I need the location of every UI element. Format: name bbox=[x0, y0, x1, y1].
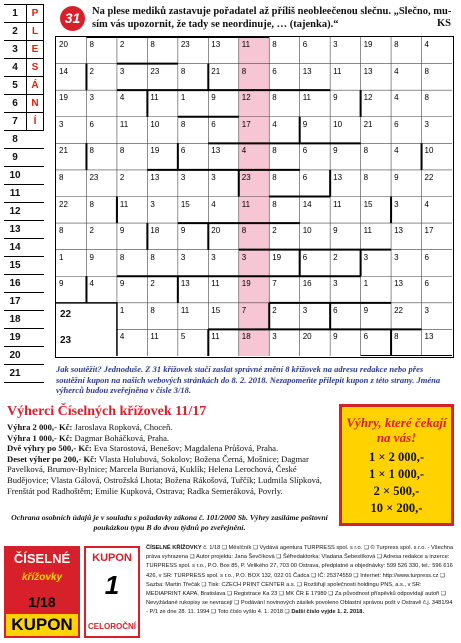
grid-cell-number[interactable]: 9 bbox=[119, 226, 125, 236]
imprint-title: ČÍSELNÉ KŘÍŽOVKY bbox=[146, 545, 202, 551]
grid-cell-number[interactable]: 20 bbox=[59, 40, 68, 49]
grid-cell-number[interactable]: 10 bbox=[302, 226, 312, 236]
grid-cell-number[interactable]: 8 bbox=[272, 146, 277, 156]
grid-cell-number[interactable]: 6 bbox=[333, 305, 338, 315]
row-number-label: 2 bbox=[12, 26, 18, 37]
grid-cell-number[interactable]: 21 bbox=[211, 66, 221, 76]
prize-label: Dvě výhry po 500,- Kč: bbox=[7, 443, 92, 454]
solution-letter[interactable] bbox=[26, 347, 44, 364]
grid-cell-number[interactable]: 23 bbox=[180, 40, 190, 49]
grid-cell-number[interactable]: 9 bbox=[302, 119, 308, 129]
row-number bbox=[4, 257, 44, 275]
prize-label: Výhra 1 000,- Kč: bbox=[7, 432, 73, 443]
row-number-label: 21 bbox=[9, 368, 21, 379]
grid-cell-number[interactable]: 11 bbox=[119, 119, 129, 129]
row-number-column bbox=[4, 4, 44, 383]
grid-cell-number[interactable]: 8 bbox=[241, 226, 247, 236]
grid-cell-number[interactable]: 2 bbox=[119, 40, 125, 49]
grid-cell-number[interactable]: 7 bbox=[241, 305, 247, 315]
grid-cell-number[interactable]: 3 bbox=[333, 279, 338, 289]
grid-cell-number[interactable]: 11 bbox=[180, 305, 190, 315]
grid-cell-number[interactable]: 14 bbox=[302, 199, 312, 209]
contest-rules: Jak soutěžit? Jednoduše. Z 31 křížovek stačí zaslat správné znění 8 křížovek na adresu redakce nebo přes soutěžní kupon na našich webových stránkách do 8. 2. 2018. Nezapomeňte přilepit kupon z této strany. Jména výherců budou zveřejněna v čísle 3/18. bbox=[56, 364, 441, 395]
row-number bbox=[4, 23, 44, 41]
row-number bbox=[4, 239, 44, 257]
solution-letter[interactable] bbox=[26, 311, 44, 328]
prize-line: 1 × 1 000,- bbox=[368, 467, 425, 481]
prize-label: Výhra 2 000,- Kč: bbox=[7, 422, 73, 432]
grid-cell-number[interactable]: 19 bbox=[272, 252, 282, 262]
solution-letter[interactable] bbox=[26, 275, 44, 292]
grid-cell-number[interactable]: 13 bbox=[180, 279, 190, 289]
grid-cell-number[interactable]: 4 bbox=[211, 199, 216, 209]
prize-heading: Výhry, které čekají na vás! bbox=[346, 415, 447, 445]
grid-cell-number[interactable]: 11 bbox=[302, 93, 311, 103]
row-number-label: 17 bbox=[9, 296, 21, 307]
grid-cell-number[interactable]: 8 bbox=[59, 172, 64, 182]
solution-letter[interactable] bbox=[26, 293, 44, 310]
row-number-label: 16 bbox=[9, 278, 21, 289]
grid-cell-number[interactable]: 11 bbox=[241, 199, 251, 209]
grid-cell-number[interactable]: 9 bbox=[394, 172, 399, 182]
imprint-text bbox=[146, 544, 454, 618]
grid-cell-number[interactable]: 8 bbox=[394, 332, 399, 342]
grid-cell-number[interactable]: 19 bbox=[363, 40, 373, 49]
grid-cell-number[interactable]: 13 bbox=[302, 66, 312, 76]
grid-cell-number[interactable]: 3 bbox=[272, 332, 277, 342]
grid-cell-number[interactable]: 4 bbox=[394, 146, 399, 156]
row-number bbox=[4, 95, 44, 113]
grid-cell-number[interactable]: 6 bbox=[302, 252, 308, 262]
prize-line: 1 × 2 000,- bbox=[368, 450, 425, 464]
grid-cell-number[interactable]: 21 bbox=[363, 119, 373, 129]
grid-cell-number[interactable]: 13 bbox=[333, 172, 343, 182]
row-number-label: 1 bbox=[12, 8, 18, 19]
row-number-label: 9 bbox=[12, 152, 18, 163]
grid-cell-number[interactable]: 22 bbox=[424, 172, 434, 182]
author-initials: KS bbox=[436, 18, 451, 29]
row-number-label: 20 bbox=[9, 350, 21, 361]
solution-letter[interactable] bbox=[26, 365, 44, 382]
grid-cell-number[interactable]: 8 bbox=[272, 93, 277, 103]
grid-cell-number[interactable]: 8 bbox=[424, 66, 429, 76]
grid-cell-number[interactable]: 13 bbox=[211, 40, 221, 49]
grid-cell-number[interactable]: 12 bbox=[363, 93, 373, 103]
solution-letter: Í bbox=[26, 113, 44, 130]
grid-cell-number[interactable]: 3 bbox=[211, 252, 216, 262]
grid-cell-number[interactable]: 4 bbox=[394, 93, 399, 103]
grid-lines bbox=[56, 37, 452, 356]
grid-cell-number[interactable]: 11 bbox=[241, 40, 251, 49]
logo-coupon-label: KUPON bbox=[6, 614, 78, 636]
winner-entry bbox=[7, 433, 332, 444]
grid-cell-number[interactable]: 4 bbox=[424, 40, 429, 49]
grid-cell-number[interactable]: 13 bbox=[394, 226, 403, 236]
row-number bbox=[4, 185, 44, 203]
grid-cell-number[interactable]: 4 bbox=[424, 199, 429, 209]
grid-cell-number[interactable]: 19 bbox=[150, 146, 160, 156]
row-number bbox=[4, 221, 44, 239]
solution-letter[interactable] bbox=[26, 257, 44, 274]
next-issue: Další číslo vyjde 1. 2. 2018. bbox=[291, 609, 365, 616]
row-number-label: 18 bbox=[9, 314, 21, 325]
grid-cell-number[interactable]: 2 bbox=[272, 226, 277, 236]
logo-title: ČÍSELNÉ bbox=[13, 551, 71, 566]
grid-cell-number[interactable]: 10 bbox=[333, 119, 343, 129]
logo-issue: 1/18 bbox=[28, 594, 56, 610]
grid-cell-number[interactable]: 6 bbox=[424, 279, 429, 289]
grid-cell-number[interactable]: 8 bbox=[363, 146, 369, 156]
solution-letter: Á bbox=[26, 77, 44, 94]
winner-entry bbox=[7, 454, 332, 496]
row-number bbox=[4, 293, 44, 311]
row-number bbox=[4, 59, 44, 77]
grid-cell-number[interactable]: 3 bbox=[119, 66, 125, 76]
puzzle-number-badge: 31 bbox=[60, 6, 85, 31]
grid-cell-number[interactable]: 15 bbox=[211, 305, 221, 315]
grid-cell-number[interactable]: 6 bbox=[394, 119, 399, 129]
grid-cell-number[interactable]: 2 bbox=[89, 226, 94, 236]
grid-cell-number[interactable]: 17 bbox=[424, 226, 434, 236]
solution-letter: S bbox=[26, 59, 44, 76]
grid-cell-number[interactable]: 8 bbox=[119, 146, 125, 156]
solution-letter[interactable] bbox=[26, 221, 44, 238]
solution-letter: P bbox=[26, 5, 44, 22]
grid-cell-number[interactable]: 6 bbox=[89, 119, 94, 129]
grid-cell-number[interactable]: 8 bbox=[150, 305, 155, 315]
winner-entry bbox=[7, 443, 332, 454]
row-number-label: 19 bbox=[9, 332, 21, 343]
grid-cell-number[interactable]: 3 bbox=[211, 172, 216, 182]
grid-cell-number[interactable]: 2 bbox=[150, 279, 155, 289]
row-number-label: 12 bbox=[9, 206, 21, 217]
grid-cell-number[interactable]: 8 bbox=[180, 66, 186, 76]
grid-cell-number[interactable]: 8 bbox=[272, 172, 277, 182]
grid-cell-number[interactable]: 6 bbox=[211, 119, 216, 129]
row-number-label: 8 bbox=[12, 134, 18, 145]
grid-cell-number[interactable]: 18 bbox=[150, 226, 160, 236]
logo-subtitle: křížovky bbox=[21, 572, 63, 583]
row-number-label: 5 bbox=[12, 80, 18, 91]
row-number bbox=[4, 203, 44, 221]
winners-list bbox=[7, 422, 332, 496]
grid-cell-number[interactable]: 12 bbox=[241, 93, 251, 103]
solution-letter[interactable] bbox=[26, 149, 44, 166]
row-number bbox=[4, 329, 44, 347]
grid-cell-number[interactable]: 5 bbox=[180, 332, 186, 342]
prize-line: 2 × 500,- bbox=[373, 484, 420, 498]
coupon-label: KUPON bbox=[92, 552, 132, 564]
grid-cell-number[interactable]: 4 bbox=[241, 146, 247, 156]
grid-cell-number[interactable]: 8 bbox=[272, 40, 277, 49]
row-number bbox=[4, 149, 44, 167]
grid-cell-number[interactable]: 8 bbox=[241, 66, 247, 76]
grid-cell-number[interactable]: 3 bbox=[180, 252, 186, 262]
winner-names: Jaroslava Ropková, Choceň. bbox=[72, 422, 173, 432]
row-number-label: 14 bbox=[9, 242, 21, 253]
grid-cell-number[interactable]: 8 bbox=[363, 172, 369, 182]
grid-cell-number[interactable]: 9 bbox=[363, 305, 369, 315]
row-number-label: 3 bbox=[12, 44, 18, 55]
row-number-label: 11 bbox=[9, 188, 21, 199]
grid-cell-number[interactable]: 8 bbox=[89, 146, 94, 156]
grid-cell-number[interactable]: 1 bbox=[180, 93, 186, 103]
grid-cell-number[interactable]: 2 bbox=[89, 66, 94, 76]
row-number-label: 4 bbox=[12, 62, 18, 73]
grid-cell-number[interactable]: 19 bbox=[241, 279, 251, 289]
grid-cell-number[interactable]: 3 bbox=[394, 199, 399, 209]
row-number bbox=[4, 347, 44, 365]
grid-cell-number[interactable]: 2 bbox=[272, 305, 277, 315]
extra-row-label: 23 bbox=[60, 335, 72, 347]
row-number bbox=[4, 113, 44, 131]
grid-cell-number[interactable]: 9 bbox=[333, 93, 338, 103]
grid-cell-number[interactable]: 6 bbox=[302, 172, 308, 182]
grid-cell-number[interactable]: 9 bbox=[333, 226, 338, 236]
grid-cell-number[interactable]: 4 bbox=[119, 332, 125, 342]
solution-letter[interactable] bbox=[26, 329, 44, 346]
grid-cell-number[interactable]: 8 bbox=[89, 40, 94, 49]
privacy-note: Ochrana osobních údajů je v souladu s požadavky zákona č. 101/2000 Sb. Výhry zasíláme poštovní poukázkou typu B do dvou týdnů po zveřejnění. bbox=[11, 513, 328, 532]
grid-cell-number[interactable]: 13 bbox=[150, 172, 160, 182]
grid-cell-number[interactable]: 3 bbox=[363, 252, 369, 262]
grid-cell-number[interactable]: 11 bbox=[211, 332, 220, 342]
grid-cell-number[interactable]: 11 bbox=[119, 199, 129, 209]
grid-cell-number[interactable]: 3 bbox=[59, 119, 64, 129]
grid-cell-number[interactable]: 23 bbox=[150, 66, 160, 76]
grid-cell-number[interactable]: 11 bbox=[150, 93, 159, 103]
grid-cell-number[interactable]: 3 bbox=[241, 252, 247, 262]
grid-cell-number[interactable]: 20 bbox=[211, 226, 221, 236]
grid-cell-number[interactable]: 1 bbox=[363, 279, 369, 289]
grid-cell-number[interactable]: 8 bbox=[394, 40, 399, 49]
grid-cell-number[interactable]: 13 bbox=[211, 146, 221, 156]
solution-letter[interactable] bbox=[26, 203, 44, 220]
row-number bbox=[4, 41, 44, 59]
row-number-label: 6 bbox=[12, 98, 18, 109]
row-number bbox=[4, 131, 44, 149]
grid-cell-number[interactable]: 9 bbox=[211, 93, 216, 103]
coupon-annual: CELOROČNÍ bbox=[88, 622, 136, 631]
grid-cell-number[interactable]: 8 bbox=[150, 40, 155, 49]
winner-entry bbox=[7, 422, 332, 433]
grid-cell-number[interactable]: 15 bbox=[180, 199, 190, 209]
extra-row-label: 22 bbox=[60, 308, 72, 320]
grid-cell-number[interactable]: 4 bbox=[272, 119, 277, 129]
grid-cell-number[interactable]: 9 bbox=[180, 226, 186, 236]
grid-cell-number[interactable]: 2 bbox=[333, 252, 338, 262]
row-number bbox=[4, 365, 44, 383]
grid-cell-number[interactable]: 8 bbox=[150, 252, 155, 262]
row-number bbox=[4, 77, 44, 95]
solution-letter: E bbox=[26, 41, 44, 58]
grid-cell-number[interactable]: 4 bbox=[119, 93, 125, 103]
grid-cell-number[interactable]: 1 bbox=[119, 305, 125, 315]
grid-cell-number[interactable]: 8 bbox=[89, 199, 94, 209]
grid-cell-number[interactable]: 13 bbox=[424, 332, 434, 342]
grid-cell-number[interactable]: 11 bbox=[150, 332, 159, 342]
prize-line: 10 × 200,- bbox=[370, 501, 423, 515]
grid-cell-number[interactable]: 16 bbox=[302, 279, 312, 289]
solution-letter[interactable] bbox=[26, 167, 44, 184]
row-number bbox=[4, 167, 44, 185]
grid-cell-number[interactable]: 10 bbox=[150, 119, 160, 129]
puzzle-clue: Na plese mediků zastavuje pořadatel až příliš neobleečenou slečnu. „Slečno, mu-sím vás upozornit, že tady se neordinuje, … (tajenka).“ bbox=[92, 6, 452, 30]
row-number bbox=[4, 311, 44, 329]
grid-cell-number[interactable]: 9 bbox=[333, 332, 338, 342]
crossword-grid[interactable] bbox=[55, 36, 454, 358]
grid-cell-number[interactable]: 8 bbox=[180, 119, 186, 129]
grid-cell-number[interactable]: 6 bbox=[424, 252, 429, 262]
grid-cell-number[interactable]: 6 bbox=[272, 66, 277, 76]
grid-cell-number[interactable]: 8 bbox=[424, 93, 429, 103]
grid-cell-number[interactable]: 1 bbox=[59, 252, 64, 262]
prize-label: Deset výher po 200,- Kč: bbox=[7, 453, 97, 464]
winner-names: Vlasta Holubová, Sokolov; Božena Černá, Mošnice; Dagmar Pavelková, Brumov-Bylnice; Marcela Burianová, Kuklík; Helena Lerochová, České Budějovice; Vlasta Gálová, Ostrožská Lhota; Božena Rákošová, Tuřčík; Ludmila Slípková, Frenštát pod Radhoštěm; Emilie Kupková, Ostrava; Radka Semeráková, Povrly. bbox=[7, 453, 322, 496]
magazine-logo-coupon bbox=[4, 546, 80, 638]
grid-cell-number[interactable]: 14 bbox=[59, 66, 68, 76]
grid-cell-number[interactable]: 21 bbox=[59, 146, 68, 156]
grid-cell-number[interactable]: 8 bbox=[59, 226, 64, 236]
grid-cell-number[interactable]: 3 bbox=[333, 40, 338, 49]
row-number-label: 15 bbox=[9, 260, 21, 271]
coupon-number: 1 bbox=[104, 570, 120, 600]
grid-cell-number[interactable]: 6 bbox=[302, 146, 308, 156]
grid-cell-number[interactable]: 15 bbox=[363, 199, 373, 209]
grid-cell-number[interactable]: 3 bbox=[89, 93, 94, 103]
prize-box bbox=[339, 404, 454, 526]
grid-cell-number[interactable]: 9 bbox=[59, 279, 64, 289]
grid-cell-number[interactable]: 22 bbox=[59, 199, 68, 209]
winner-names: Dagmar Boháčková, Praha. bbox=[72, 432, 170, 443]
grid-cell-number[interactable]: 23 bbox=[89, 172, 99, 182]
solution-letter[interactable] bbox=[26, 185, 44, 202]
grid-cell-number[interactable]: 3 bbox=[424, 119, 429, 129]
row-number-label: 10 bbox=[9, 170, 21, 181]
grid-cell-number[interactable]: 11 bbox=[333, 199, 342, 209]
grid-cell-number[interactable]: 13 bbox=[394, 279, 403, 289]
solution-letter: L bbox=[26, 23, 44, 40]
grid-cell-number[interactable]: 10 bbox=[424, 146, 434, 156]
annual-coupon-logo bbox=[84, 546, 140, 638]
row-number bbox=[4, 5, 44, 23]
grid-cell-number[interactable]: 7 bbox=[272, 279, 277, 289]
grid-cell-number[interactable]: 11 bbox=[211, 279, 220, 289]
grid-cell-number[interactable]: 11 bbox=[363, 226, 372, 236]
grid-cell-number[interactable]: 3 bbox=[180, 172, 186, 182]
grid-cell-number[interactable]: 2 bbox=[119, 172, 125, 182]
grid-cell-number[interactable]: 22 bbox=[394, 305, 403, 315]
row-number-label: 13 bbox=[9, 224, 21, 235]
grid-cell-number[interactable]: 17 bbox=[241, 119, 251, 129]
grid-cell-number[interactable]: 4 bbox=[394, 66, 399, 76]
grid-cell-number[interactable]: 6 bbox=[180, 146, 186, 156]
grid-cell-number[interactable]: 11 bbox=[333, 66, 342, 76]
grid-cell-number[interactable]: 4 bbox=[89, 279, 94, 289]
grid-cell-number[interactable]: 3 bbox=[424, 305, 429, 315]
row-number-label: 7 bbox=[12, 116, 18, 127]
imprint-body: č. 1/18 ❑ Měsíčník ❑ Vydává agentura TURPRESS spol. s r.o. ❑ © Turpress spol. s r.o. - Všechna práva vyhrazena ❑ Autor projektu: Jana Ševčíková ❑ Šéfredaktorka: Vladana Šebestíková ❑ Adresa redakce a inzerce: TURPRESS spol. s r.o., P.O. Box 85, P. Velikého 27, 703 00 Ostrava, předplatné a objednávky: 599 526 330, tel.: 596 616 426, v SR: TURPRESS spol. s r.o., P.O. BOX 132, 022 01 Čadca ❑ IČ: 25374559 ❑ Internet: http://www.turpress.cz ❑ Sazba: Martin Třečák ❑ Tisk: CZECH PRINT CENTER a.s. ❑ Rozšiřují společnosti holdingu PNS, a.s., v SR: MEDIAPRINT KAPA, Bratislava ❑ Registrace Ka 23 ❑ MK ČR E 17989 ❑ Za původnost příspěvků odpovídají autoři ❑ Nevyžádané rukopisy se nevracejí ❑ Podávání novinových zásilek povoleno Oblastní správou pošt v Ostravě č.j. 3481/94 - P/1 ze dne 28. 11. 1994 ❑ Toto číslo vyšlo 4. 1. 2018 ❑ bbox=[146, 545, 454, 616]
grid-cell-number[interactable]: 9 bbox=[89, 252, 94, 262]
winner-names: Eva Starostová, Benešov; Magdalena Průšová, Praha. bbox=[91, 443, 279, 454]
grid-cell-number[interactable]: 13 bbox=[363, 66, 373, 76]
grid-cell-number[interactable]: 18 bbox=[241, 332, 251, 342]
grid-cell-number[interactable]: 3 bbox=[150, 199, 155, 209]
row-number bbox=[4, 275, 44, 293]
grid-cell-number[interactable]: 6 bbox=[302, 40, 308, 49]
grid-cell-number[interactable]: 9 bbox=[333, 146, 338, 156]
grid-cell-number[interactable]: 9 bbox=[119, 279, 125, 289]
grid-cell-number[interactable]: 8 bbox=[272, 199, 277, 209]
winners-title: Výherci Číselných křížovek 11/17 bbox=[7, 404, 207, 419]
grid-cell-number[interactable]: 20 bbox=[302, 332, 312, 342]
solution-letter: N bbox=[26, 95, 44, 112]
grid-cell-number[interactable]: 8 bbox=[119, 252, 125, 262]
grid-cell-number[interactable]: 3 bbox=[302, 305, 308, 315]
solution-letter[interactable] bbox=[26, 239, 44, 256]
grid-cell-number[interactable]: 3 bbox=[394, 252, 399, 262]
solution-letter[interactable] bbox=[26, 131, 44, 148]
grid-cell-number[interactable]: 6 bbox=[363, 332, 369, 342]
grid-cell-number[interactable]: 23 bbox=[241, 172, 251, 182]
grid-cell-number[interactable]: 19 bbox=[59, 93, 68, 103]
